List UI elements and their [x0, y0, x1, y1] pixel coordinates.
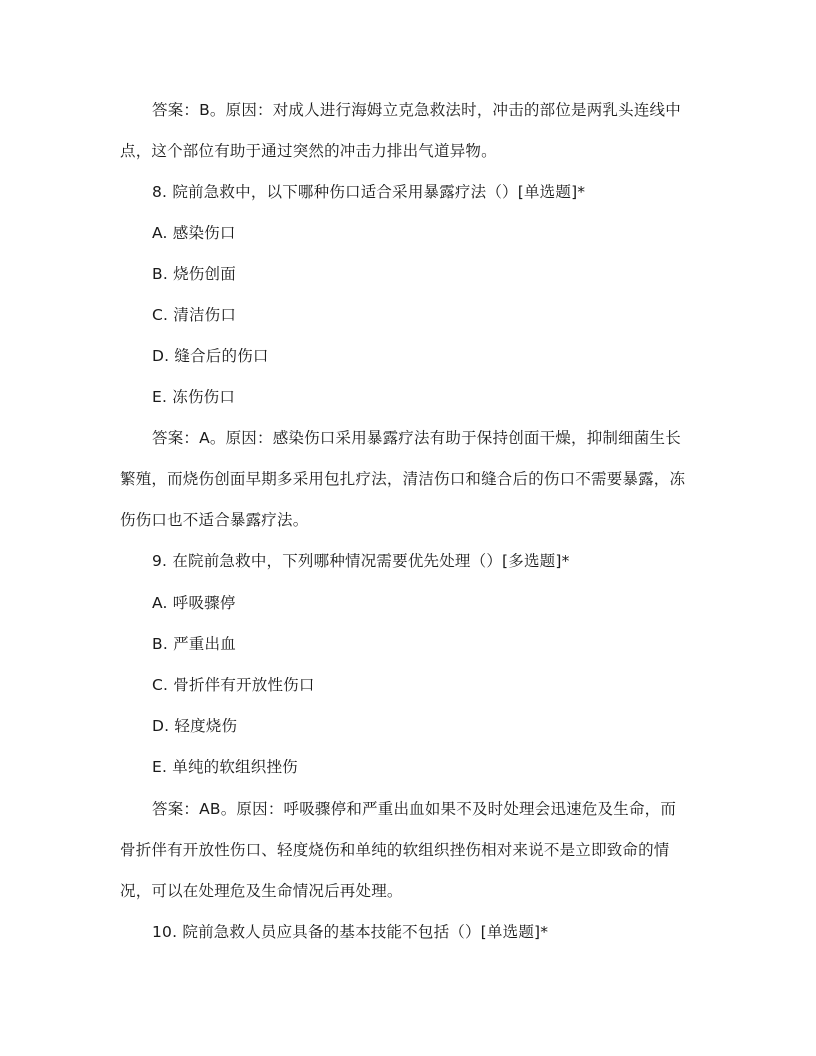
- answer-9-line-1: 答案：AB。原因：呼吸骤停和严重出血如果不及时处理会迅速危及生命，而: [152, 800, 677, 818]
- answer-9-line-3: 况，可以在处理危及生命情况后再处理。: [120, 882, 403, 900]
- answer-8-line-1: 答案：A。原因：感染伤口采用暴露疗法有助于保持创面干燥，抑制细菌生长: [152, 429, 681, 447]
- question-8-option-a: A. 感染伤口: [152, 224, 236, 242]
- answer-7-line-2: 点，这个部位有助于通过突然的冲击力排出气道异物。: [120, 142, 497, 160]
- question-9-option-c: C. 骨折伴有开放性伤口: [152, 676, 315, 694]
- question-9-option-a: A. 呼吸骤停: [152, 594, 236, 612]
- answer-8-line-2: 繁殖，而烧伤创面早期多采用包扎疗法，清洁伤口和缝合后的伤口不需要暴露，冻: [120, 470, 686, 488]
- answer-9-line-2: 骨折伴有开放性伤口、轻度烧伤和单纯的软组织挫伤相对来说不是立即致命的情: [120, 841, 670, 859]
- question-9-option-b: B. 严重出血: [152, 635, 236, 653]
- question-10: 10. 院前急救人员应具备的基本技能不包括（）[单选题]*: [152, 923, 549, 941]
- question-8: 8. 院前急救中，以下哪种伤口适合采用暴露疗法（）[单选题]*: [152, 183, 586, 201]
- question-8-option-d: D. 缝合后的伤口: [152, 347, 269, 365]
- question-9-option-e: E. 单纯的软组织挫伤: [152, 758, 298, 776]
- question-8-option-e: E. 冻伤伤口: [152, 388, 236, 406]
- answer-7-line-1: 答案：B。原因：对成人进行海姆立克急救法时，冲击的部位是两乳头连线中: [152, 101, 681, 119]
- question-9-option-d: D. 轻度烧伤: [152, 717, 238, 735]
- question-9: 9. 在院前急救中，下列哪种情况需要优先处理（）[多选题]*: [152, 552, 570, 570]
- question-8-option-b: B. 烧伤创面: [152, 265, 236, 283]
- answer-8-line-3: 伤伤口也不适合暴露疗法。: [120, 511, 309, 529]
- question-8-option-c: C. 清洁伤口: [152, 306, 237, 324]
